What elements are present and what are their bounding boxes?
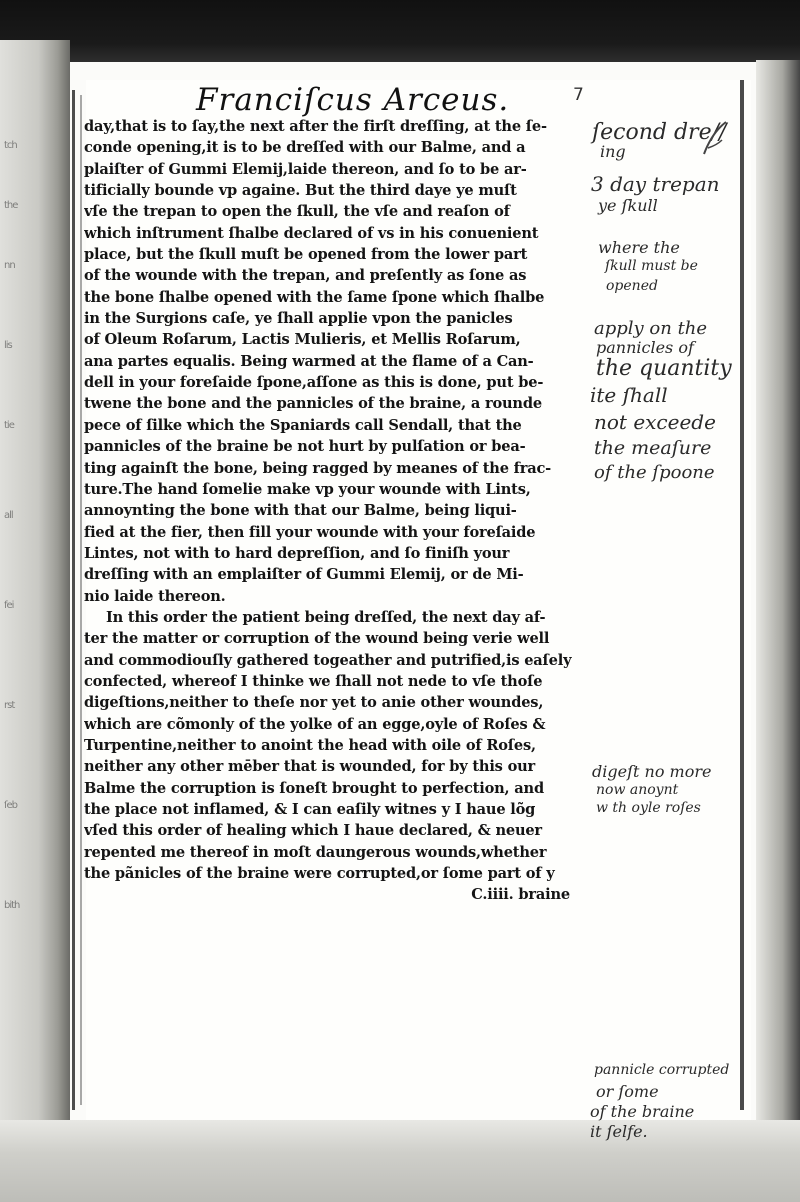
text-line: which inſtrument ſhalbe declared of vs in his conuenient [84, 224, 539, 242]
marginal-note: w th oyle roſes [596, 800, 701, 816]
text-line: ter the matter or corruption of the wound being verie well [84, 630, 550, 648]
marginal-note: ſecond dre// [592, 120, 727, 145]
marginal-note: of the braine [590, 1102, 695, 1121]
text-line: of Oleum Roſarum, Lactis Mulieris, et Mellis Roſarum, [84, 331, 521, 349]
marginal-note: or ſome [596, 1082, 659, 1101]
gutter-fragment: rst [4, 700, 15, 711]
text-line: conde opening,it is to be dreſſed with our Balme, and a [84, 139, 526, 157]
scan-bottom-border [0, 1120, 800, 1202]
gutter-fragment: fei [4, 600, 14, 611]
text-line: annoynting the bone with that our Balme, being liqui- [84, 502, 517, 520]
signature-catchword-line: C.iiii. braine [471, 886, 570, 904]
page-fold-shadow [80, 95, 82, 1105]
marginal-note: where the [598, 238, 680, 257]
text-line: dell in your foreſaide ſpone,aſſone as this is done, put be- [84, 374, 544, 392]
marginal-note: digeſt no more [592, 762, 712, 781]
marginal-note: apply on the [594, 318, 708, 339]
page-number: 7 [573, 85, 584, 105]
text-line: ture.The hand ſomelie make vp your wounde with Lints, [84, 480, 531, 498]
text-line: twene the bone and the pannicles of the braine, a rounde [84, 395, 542, 413]
marginal-note: ſkull must be [605, 258, 698, 274]
ink-flourish-icon [700, 118, 730, 158]
text-line: confected, whereof I thinke we ſhall not nede to vſe thoſe [84, 672, 543, 690]
marginal-note: ing [600, 142, 626, 161]
marginal-note: not exceede [594, 410, 716, 434]
text-line: the bone ſhalbe opened with the ſame ſpone which ſhalbe [84, 288, 545, 306]
margin-rule [740, 80, 744, 1110]
marginal-note: now anoynt [596, 782, 679, 798]
page-fold-shadow [72, 90, 75, 1110]
marginal-note: opened [606, 278, 658, 294]
text-line: dreſſing with an emplaiſter of Gummi Elemij, or de Mi- [84, 566, 524, 584]
marginal-note: 3 day trepan [591, 172, 720, 196]
marginal-note: the quantity [596, 356, 732, 381]
marginal-note: it ſelfe. [590, 1122, 648, 1141]
text-line: the pãnicles of the braine were corrupted,or ſome part of y [84, 865, 555, 883]
text-line: in the Surgions caſe, ye ſhall applie vpon the panicles [84, 310, 513, 328]
marginal-note: pannicles of [596, 338, 694, 357]
text-line: fied at the fier, then fill your wounde with your foreſaide [84, 523, 536, 541]
text-line: plaiſter of Gummi Elemij,laide thereon, and ſo to be ar- [84, 160, 527, 178]
text-line: neither any other mēber that is wounded, for by this our [84, 758, 536, 776]
text-line: place, but the ſkull muſt be opened from the lower part [84, 246, 528, 264]
text-line: Balme the corruption is ſoneſt brought to perfection, and [84, 779, 544, 797]
gutter-fragment: ſeb [4, 800, 18, 811]
scan-top-border [0, 0, 800, 62]
paragraph-start-line: In this order the patient being dreſſed, the next day af- [106, 608, 546, 626]
text-line: which are cõmonly of the yolke of an egge,oyle of Roſes & [84, 715, 546, 733]
gutter-fragment: all [4, 510, 13, 521]
facing-page-gutter [0, 40, 70, 1120]
gutter-fragment: nn [4, 260, 15, 271]
gutter-fragment: tie [4, 420, 14, 431]
text-line: vſe the trepan to open the ſkull, the vſe and reaſon of [84, 203, 510, 221]
text-line: digeſtions,neither to theſe nor yet to anie other woundes, [84, 694, 544, 712]
text-line: the place not inflamed, & I can eaſily witnes y I haue lõg [84, 801, 536, 818]
page-right-edge [756, 60, 800, 1120]
marginal-note: the meaſure [594, 437, 712, 459]
text-line: ana partes equalis. Being warmed at the flame of a Can- [84, 352, 534, 370]
text-line: day,that is to ſay,the next after the firſt dreſſing, at the ſe- [84, 118, 547, 135]
gutter-fragment: bith [4, 900, 20, 911]
body-text-block [84, 116, 580, 906]
marginal-note: ite ſhall [590, 383, 668, 407]
text-line: pece of ſilke which the Spaniards call Sendall, that the [84, 416, 522, 434]
running-head: Franciſcus Arceus. [196, 82, 510, 118]
text-line: of the wounde with the trepan, and preſently as ſone as [84, 267, 527, 285]
text-line: nio laide thereon. [84, 587, 226, 605]
text-line: Turpentine,neither to anoint the head with oile of Roſes, [84, 736, 536, 754]
marginal-note: pannicle corrupted [594, 1062, 730, 1078]
text-line: tificially bounde vp againe. But the third daye ye muſt [84, 182, 517, 200]
gutter-fragment: tch [4, 140, 17, 151]
marginal-note: ye ſkull [598, 196, 658, 215]
text-line: Lintes, not with to hard depreſſion, and ſo finiſh your [84, 544, 510, 562]
gutter-fragment: the [4, 200, 18, 211]
text-line: ting againſt the bone, being ragged by meanes of the frac- [84, 459, 552, 477]
marginal-note: of the ſpoone [594, 462, 715, 483]
text-line: pannicles of the braine be not hurt by pulſation or bea- [84, 438, 526, 456]
gutter-fragment: lis [4, 340, 12, 351]
text-line: vſed this order of healing which I haue declared, & neuer [84, 822, 542, 840]
text-line: repented me thereof in moſt daungerous wounds,whether [84, 843, 547, 861]
text-line: and commodiouſly gathered togeather and putrified,is eaſely [84, 651, 572, 669]
